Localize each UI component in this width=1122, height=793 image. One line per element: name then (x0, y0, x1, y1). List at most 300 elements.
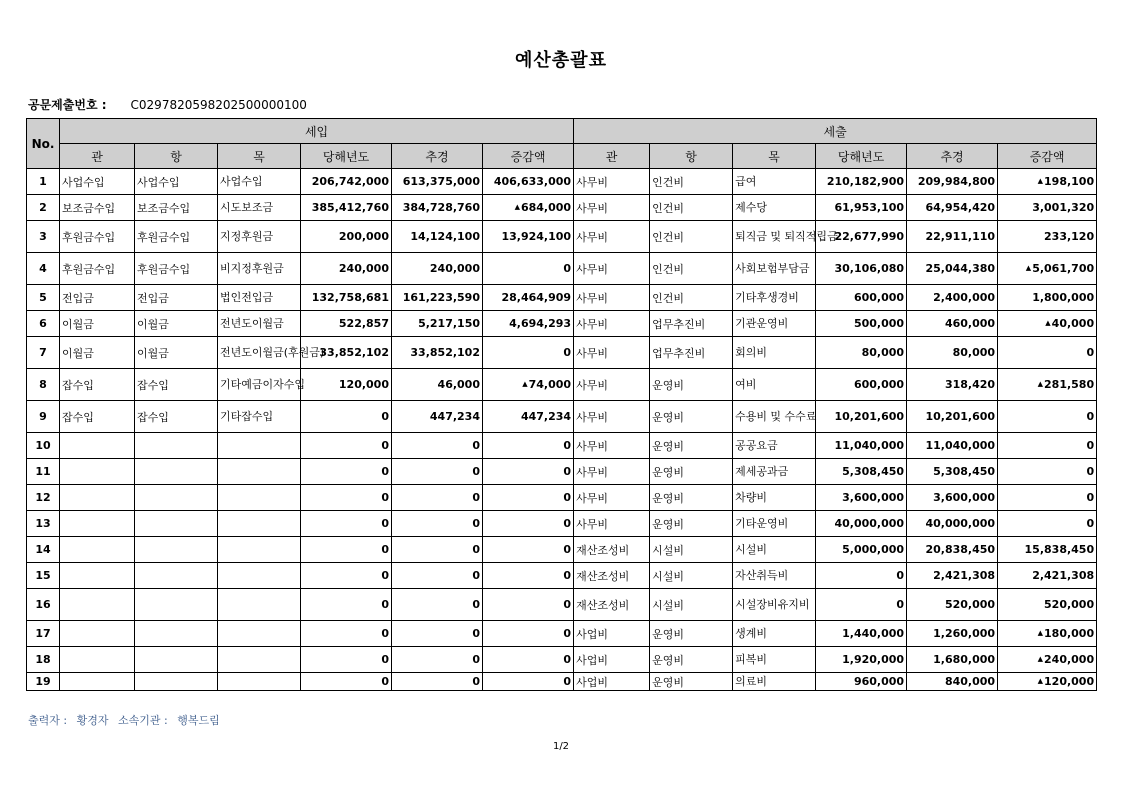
report-title: 예산총괄표 (515, 50, 607, 71)
cell-r-mok (218, 589, 301, 621)
cell-r-mok (218, 563, 301, 589)
table-row (27, 253, 1097, 285)
cell-r-cur: 0 (301, 673, 392, 691)
table-row (27, 195, 1097, 221)
cell-e-sup: 1,680,000 (907, 647, 998, 673)
cell-e-gwan: 사무비 (574, 221, 650, 253)
cell-r-diff: 13,924,100 (483, 221, 574, 253)
cell-e-gwan: 사업비 (574, 621, 650, 647)
cell-r-gwan (60, 673, 135, 691)
cell-e-cur: 40,000,000 (816, 511, 907, 537)
cell-e-hang: 운영비 (650, 433, 733, 459)
cell-r-sup: 161,223,590 (392, 285, 483, 311)
cell-e-diff: ▲180,000 (998, 621, 1097, 647)
cell-no: 10 (27, 433, 60, 459)
cell-r-diff: 0 (483, 511, 574, 537)
cell-r-sup: 613,375,000 (392, 169, 483, 195)
cell-r-cur: 120,000 (301, 369, 392, 401)
cell-no: 5 (27, 285, 60, 311)
col-header: 목 (733, 144, 816, 169)
cell-e-mok: 회의비 (733, 337, 816, 369)
cell-r-diff: 0 (483, 253, 574, 285)
cell-r-mok: 기타예금이자수입 (218, 369, 301, 401)
cell-e-hang: 운영비 (650, 621, 733, 647)
sub-header-row (27, 144, 1097, 169)
cell-no: 8 (27, 369, 60, 401)
cell-no: 18 (27, 647, 60, 673)
cell-e-sup: 460,000 (907, 311, 998, 337)
decrease-triangle-icon: ▲ (1037, 655, 1044, 663)
cell-e-mok: 제수당 (733, 195, 816, 221)
cell-e-hang: 운영비 (650, 647, 733, 673)
cell-r-sup: 33,852,102 (392, 337, 483, 369)
cell-r-hang: 후원금수입 (135, 253, 218, 285)
cell-r-mok: 시도보조금 (218, 195, 301, 221)
cell-r-cur: 33,852,102 (301, 337, 392, 369)
cell-r-hang: 후원금수입 (135, 221, 218, 253)
cell-r-mok (218, 673, 301, 691)
cell-r-diff: 0 (483, 433, 574, 459)
cell-no: 17 (27, 621, 60, 647)
cell-r-hang: 이월금 (135, 337, 218, 369)
table-row (27, 511, 1097, 537)
cell-e-diff: 2,421,308 (998, 563, 1097, 589)
cell-r-mok: 법인전입금 (218, 285, 301, 311)
cell-r-hang (135, 647, 218, 673)
col-header: 관 (574, 144, 650, 169)
cell-e-mok: 기타운영비 (733, 511, 816, 537)
cell-e-diff: ▲120,000 (998, 673, 1097, 691)
cell-e-diff: 0 (998, 459, 1097, 485)
cell-e-cur: 0 (816, 589, 907, 621)
cell-e-hang: 시설비 (650, 537, 733, 563)
cell-r-hang (135, 433, 218, 459)
cell-e-gwan: 사무비 (574, 169, 650, 195)
cell-r-diff: 0 (483, 485, 574, 511)
table-row (27, 647, 1097, 673)
cell-r-cur: 240,000 (301, 253, 392, 285)
decrease-triangle-icon: ▲ (1037, 629, 1044, 637)
cell-r-hang (135, 589, 218, 621)
table-row (27, 169, 1097, 195)
cell-r-hang (135, 537, 218, 563)
cell-e-cur: 600,000 (816, 369, 907, 401)
cell-e-diff: 520,000 (998, 589, 1097, 621)
cell-e-cur: 30,106,080 (816, 253, 907, 285)
cell-r-gwan (60, 459, 135, 485)
cell-r-cur: 0 (301, 511, 392, 537)
cell-r-hang (135, 485, 218, 511)
cell-r-diff: 0 (483, 589, 574, 621)
cell-no: 19 (27, 673, 60, 691)
cell-r-hang: 보조금수입 (135, 195, 218, 221)
cell-e-hang: 인건비 (650, 221, 733, 253)
cell-e-diff: ▲40,000 (998, 311, 1097, 337)
cell-e-gwan: 사무비 (574, 485, 650, 511)
cell-e-diff: 15,838,450 (998, 537, 1097, 563)
table-row (27, 337, 1097, 369)
cell-r-mok (218, 459, 301, 485)
cell-r-gwan (60, 563, 135, 589)
cell-r-gwan (60, 485, 135, 511)
cell-r-sup: 240,000 (392, 253, 483, 285)
cell-e-sup: 22,911,110 (907, 221, 998, 253)
cell-e-hang: 업무추진비 (650, 337, 733, 369)
cell-r-gwan (60, 647, 135, 673)
cell-e-sup: 2,400,000 (907, 285, 998, 311)
cell-e-sup: 40,000,000 (907, 511, 998, 537)
table-row (27, 285, 1097, 311)
cell-r-mok: 전년도이월금(후원금) (218, 337, 301, 369)
cell-e-gwan: 사업비 (574, 647, 650, 673)
cell-e-sup: 209,984,800 (907, 169, 998, 195)
cell-no: 11 (27, 459, 60, 485)
cell-r-mok: 비지정후원금 (218, 253, 301, 285)
cell-r-hang (135, 511, 218, 537)
cell-r-diff: 0 (483, 337, 574, 369)
cell-r-cur: 200,000 (301, 221, 392, 253)
cell-e-gwan: 재산조성비 (574, 563, 650, 589)
cell-e-diff: ▲5,061,700 (998, 253, 1097, 285)
table-row (27, 673, 1097, 691)
cell-e-gwan: 사무비 (574, 253, 650, 285)
cell-r-cur: 522,857 (301, 311, 392, 337)
cell-e-sup: 80,000 (907, 337, 998, 369)
cell-r-gwan: 이월금 (60, 337, 135, 369)
cell-r-gwan (60, 589, 135, 621)
decrease-triangle-icon: ▲ (1045, 319, 1051, 327)
cell-e-mok: 제세공과금 (733, 459, 816, 485)
decrease-triangle-icon: ▲ (514, 203, 520, 211)
cell-r-mok: 사업수입 (218, 169, 301, 195)
group-header-row (27, 119, 1097, 144)
cell-r-sup: 0 (392, 647, 483, 673)
cell-e-diff: 0 (998, 337, 1097, 369)
cell-no: 15 (27, 563, 60, 589)
cell-r-mok (218, 537, 301, 563)
footer (28, 712, 226, 728)
cell-r-hang: 잡수입 (135, 369, 218, 401)
col-header: 증감액 (483, 144, 574, 169)
cell-e-diff: 233,120 (998, 221, 1097, 253)
cell-e-hang: 인건비 (650, 285, 733, 311)
cell-e-mok: 자산취득비 (733, 563, 816, 589)
cell-r-diff: 0 (483, 621, 574, 647)
decrease-triangle-icon: ▲ (1037, 677, 1044, 685)
cell-e-gwan: 재산조성비 (574, 589, 650, 621)
document-number-label: 공문제출번호 : (28, 98, 107, 112)
cell-e-sup: 840,000 (907, 673, 998, 691)
cell-r-sup: 447,234 (392, 401, 483, 433)
cell-r-gwan: 잡수입 (60, 401, 135, 433)
cell-e-diff: 0 (998, 401, 1097, 433)
col-header: 증감액 (998, 144, 1097, 169)
cell-r-sup: 0 (392, 459, 483, 485)
cell-e-cur: 1,440,000 (816, 621, 907, 647)
table-row (27, 621, 1097, 647)
cell-r-cur: 0 (301, 621, 392, 647)
cell-r-cur: 0 (301, 459, 392, 485)
budget-summary-table (26, 118, 1097, 691)
cell-r-hang: 사업수입 (135, 169, 218, 195)
cell-e-sup: 3,600,000 (907, 485, 998, 511)
cell-e-diff: ▲240,000 (998, 647, 1097, 673)
cell-e-mok: 사회보험부담금 (733, 253, 816, 285)
cell-r-diff: ▲684,000 (483, 195, 574, 221)
cell-r-cur: 385,412,760 (301, 195, 392, 221)
cell-e-cur: 5,308,450 (816, 459, 907, 485)
revenue-header: 세입 (60, 119, 574, 144)
org-label: 소속기관 : (117, 714, 168, 727)
cell-e-sup: 11,040,000 (907, 433, 998, 459)
cell-no: 16 (27, 589, 60, 621)
cell-r-cur: 0 (301, 401, 392, 433)
cell-r-sup: 384,728,760 (392, 195, 483, 221)
cell-e-gwan: 사무비 (574, 285, 650, 311)
no-header: No. (27, 119, 60, 169)
cell-no: 14 (27, 537, 60, 563)
printer-label: 출력자 : (28, 714, 68, 727)
cell-r-diff: 0 (483, 647, 574, 673)
cell-e-cur: 960,000 (816, 673, 907, 691)
cell-e-gwan: 사무비 (574, 511, 650, 537)
cell-no: 6 (27, 311, 60, 337)
cell-r-mok (218, 621, 301, 647)
cell-e-cur: 210,182,900 (816, 169, 907, 195)
cell-r-gwan: 잡수입 (60, 369, 135, 401)
cell-e-cur: 1,920,000 (816, 647, 907, 673)
table-row (27, 459, 1097, 485)
cell-e-mok: 시설장비유지비 (733, 589, 816, 621)
cell-r-cur: 0 (301, 537, 392, 563)
cell-r-hang (135, 673, 218, 691)
cell-e-sup: 64,954,420 (907, 195, 998, 221)
cell-e-hang: 운영비 (650, 459, 733, 485)
cell-no: 2 (27, 195, 60, 221)
cell-e-mok: 퇴직금 및 퇴직적립금 (733, 221, 816, 253)
cell-r-sup: 0 (392, 621, 483, 647)
cell-r-hang (135, 459, 218, 485)
cell-r-gwan: 후원금수입 (60, 221, 135, 253)
cell-e-diff: ▲281,580 (998, 369, 1097, 401)
cell-e-diff: ▲198,100 (998, 169, 1097, 195)
cell-r-diff: 0 (483, 459, 574, 485)
cell-e-cur: 11,040,000 (816, 433, 907, 459)
cell-r-cur: 132,758,681 (301, 285, 392, 311)
cell-r-cur: 0 (301, 589, 392, 621)
col-header: 추경 (907, 144, 998, 169)
cell-r-gwan: 전입금 (60, 285, 135, 311)
cell-r-cur: 206,742,000 (301, 169, 392, 195)
table-row (27, 311, 1097, 337)
cell-e-gwan: 사무비 (574, 459, 650, 485)
cell-e-mok: 급여 (733, 169, 816, 195)
col-header: 항 (135, 144, 218, 169)
cell-e-mok: 기타후생경비 (733, 285, 816, 311)
cell-e-hang: 운영비 (650, 511, 733, 537)
table-row (27, 537, 1097, 563)
cell-r-sup: 0 (392, 589, 483, 621)
printer-name: 황경자 (76, 714, 109, 727)
cell-e-mok: 생계비 (733, 621, 816, 647)
cell-e-cur: 600,000 (816, 285, 907, 311)
cell-e-mok: 여비 (733, 369, 816, 401)
decrease-triangle-icon: ▲ (522, 380, 528, 388)
cell-e-hang: 시설비 (650, 563, 733, 589)
cell-r-cur: 0 (301, 563, 392, 589)
cell-no: 12 (27, 485, 60, 511)
cell-no: 7 (27, 337, 60, 369)
cell-e-hang: 운영비 (650, 401, 733, 433)
cell-e-mok: 수용비 및 수수료 (733, 401, 816, 433)
cell-e-diff: 1,800,000 (998, 285, 1097, 311)
cell-r-sup: 5,217,150 (392, 311, 483, 337)
cell-r-gwan (60, 621, 135, 647)
org-name: 행복드림 (177, 714, 220, 727)
cell-e-hang: 시설비 (650, 589, 733, 621)
table-row (27, 401, 1097, 433)
cell-r-hang (135, 621, 218, 647)
cell-r-gwan: 사업수입 (60, 169, 135, 195)
cell-r-sup: 14,124,100 (392, 221, 483, 253)
cell-e-hang: 운영비 (650, 369, 733, 401)
cell-e-hang: 업무추진비 (650, 311, 733, 337)
cell-r-diff: 4,694,293 (483, 311, 574, 337)
cell-r-cur: 0 (301, 485, 392, 511)
cell-r-diff: 0 (483, 673, 574, 691)
cell-r-diff: 0 (483, 563, 574, 589)
cell-e-cur: 0 (816, 563, 907, 589)
cell-e-hang: 운영비 (650, 485, 733, 511)
cell-e-mok: 시설비 (733, 537, 816, 563)
col-header: 목 (218, 144, 301, 169)
cell-e-sup: 5,308,450 (907, 459, 998, 485)
table-row (27, 221, 1097, 253)
cell-r-mok: 지정후원금 (218, 221, 301, 253)
col-header: 관 (60, 144, 135, 169)
cell-r-sup: 46,000 (392, 369, 483, 401)
cell-e-mok: 공공요금 (733, 433, 816, 459)
cell-e-sup: 25,044,380 (907, 253, 998, 285)
cell-e-cur: 500,000 (816, 311, 907, 337)
cell-e-hang: 인건비 (650, 253, 733, 285)
col-header: 추경 (392, 144, 483, 169)
cell-r-gwan (60, 537, 135, 563)
cell-e-sup: 520,000 (907, 589, 998, 621)
cell-no: 13 (27, 511, 60, 537)
cell-e-mok: 의료비 (733, 673, 816, 691)
cell-e-cur: 80,000 (816, 337, 907, 369)
document-number (28, 96, 307, 113)
cell-r-mok: 기타잡수입 (218, 401, 301, 433)
cell-e-cur: 22,677,990 (816, 221, 907, 253)
cell-r-diff: 28,464,909 (483, 285, 574, 311)
cell-e-gwan: 사무비 (574, 337, 650, 369)
cell-e-hang: 운영비 (650, 673, 733, 691)
cell-e-diff: 0 (998, 511, 1097, 537)
table-body (27, 169, 1097, 691)
decrease-triangle-icon: ▲ (1037, 380, 1044, 388)
table-row (27, 563, 1097, 589)
col-header: 당해년도 (816, 144, 907, 169)
expense-header: 세출 (574, 119, 1097, 144)
cell-no: 4 (27, 253, 60, 285)
table-row (27, 485, 1097, 511)
cell-e-sup: 1,260,000 (907, 621, 998, 647)
cell-e-gwan: 사무비 (574, 369, 650, 401)
cell-e-sup: 2,421,308 (907, 563, 998, 589)
cell-r-gwan: 후원금수입 (60, 253, 135, 285)
cell-e-gwan: 재산조성비 (574, 537, 650, 563)
cell-e-cur: 5,000,000 (816, 537, 907, 563)
cell-e-gwan: 사무비 (574, 311, 650, 337)
cell-no: 1 (27, 169, 60, 195)
cell-e-gwan: 사무비 (574, 195, 650, 221)
cell-e-gwan: 사무비 (574, 401, 650, 433)
cell-r-hang: 잡수입 (135, 401, 218, 433)
cell-r-cur: 0 (301, 647, 392, 673)
table-row (27, 433, 1097, 459)
col-header: 당해년도 (301, 144, 392, 169)
cell-r-diff: 406,633,000 (483, 169, 574, 195)
cell-e-mok: 피복비 (733, 647, 816, 673)
table-row (27, 369, 1097, 401)
document-number-value: C0297820598202500000100 (130, 98, 307, 112)
cell-r-sup: 0 (392, 537, 483, 563)
cell-r-mok (218, 485, 301, 511)
cell-e-sup: 20,838,450 (907, 537, 998, 563)
cell-e-diff: 0 (998, 485, 1097, 511)
cell-e-gwan: 사무비 (574, 433, 650, 459)
cell-e-diff: 0 (998, 433, 1097, 459)
cell-r-mok (218, 511, 301, 537)
cell-e-gwan: 사업비 (574, 673, 650, 691)
cell-r-sup: 0 (392, 511, 483, 537)
cell-r-sup: 0 (392, 433, 483, 459)
cell-e-sup: 10,201,600 (907, 401, 998, 433)
cell-no: 9 (27, 401, 60, 433)
page-number: 1/2 (552, 741, 570, 752)
cell-e-mok: 차량비 (733, 485, 816, 511)
decrease-triangle-icon: ▲ (1037, 177, 1044, 185)
cell-r-gwan: 이월금 (60, 311, 135, 337)
cell-e-cur: 3,600,000 (816, 485, 907, 511)
col-header: 항 (650, 144, 733, 169)
cell-r-hang: 전입금 (135, 285, 218, 311)
cell-no: 3 (27, 221, 60, 253)
cell-r-gwan (60, 511, 135, 537)
table-row (27, 589, 1097, 621)
cell-r-diff: 447,234 (483, 401, 574, 433)
cell-e-sup: 318,420 (907, 369, 998, 401)
cell-r-sup: 0 (392, 485, 483, 511)
cell-r-diff: ▲74,000 (483, 369, 574, 401)
cell-r-gwan: 보조금수입 (60, 195, 135, 221)
cell-r-mok (218, 647, 301, 673)
cell-r-diff: 0 (483, 537, 574, 563)
cell-r-hang: 이월금 (135, 311, 218, 337)
cell-e-hang: 인건비 (650, 195, 733, 221)
cell-r-sup: 0 (392, 563, 483, 589)
cell-r-gwan (60, 433, 135, 459)
cell-e-cur: 10,201,600 (816, 401, 907, 433)
cell-e-diff: 3,001,320 (998, 195, 1097, 221)
cell-r-mok: 전년도이월금 (218, 311, 301, 337)
cell-e-hang: 인건비 (650, 169, 733, 195)
cell-r-hang (135, 563, 218, 589)
cell-r-mok (218, 433, 301, 459)
cell-e-mok: 기관운영비 (733, 311, 816, 337)
